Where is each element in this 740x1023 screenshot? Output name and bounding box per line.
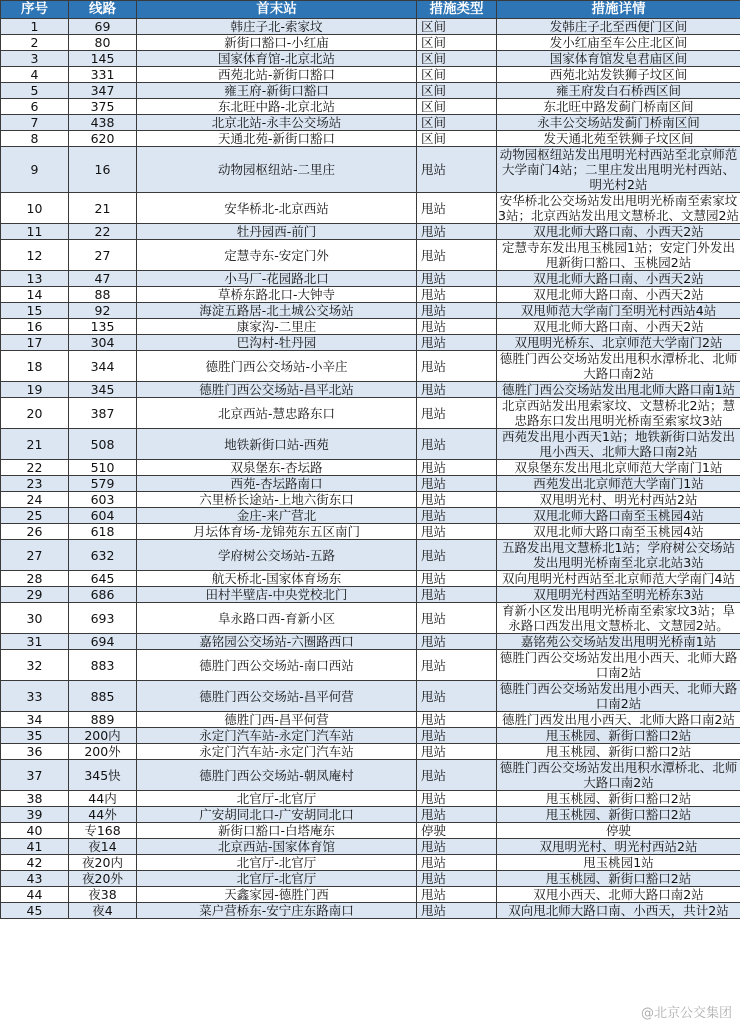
header-no: 序号 xyxy=(1,1,69,19)
table-row xyxy=(1,51,740,67)
cell-stops: 西苑-杏坛路南口 xyxy=(137,476,417,492)
table-header-row xyxy=(1,1,740,19)
cell-type: 甩站 xyxy=(417,807,497,823)
cell-route: 22 xyxy=(69,224,137,240)
cell-route: 883 xyxy=(69,650,137,681)
cell-route: 603 xyxy=(69,492,137,508)
cell-stops: 德胜门西公交场站-昌平何营 xyxy=(137,681,417,712)
cell-stops: 永定门汽车站-永定门汽车站 xyxy=(137,728,417,744)
cell-type: 停驶 xyxy=(417,823,497,839)
cell-route: 304 xyxy=(69,335,137,351)
cell-detail: 嘉铭苑公交场站发出甩明光桥南1站 xyxy=(497,634,740,650)
cell-type: 甩站 xyxy=(417,887,497,903)
cell-detail: 育新小区发出甩明光桥南至索家坟3站；阜永路口西发出甩文慧桥北、文慧园2站。 xyxy=(497,603,740,634)
cell-route: 345 xyxy=(69,382,137,398)
cell-type: 甩站 xyxy=(417,571,497,587)
cell-no: 35 xyxy=(1,728,69,744)
cell-detail: 停驶 xyxy=(497,823,740,839)
table-row xyxy=(1,728,740,744)
cell-no: 27 xyxy=(1,540,69,571)
table-row xyxy=(1,287,740,303)
cell-type: 甩站 xyxy=(417,712,497,728)
cell-route: 694 xyxy=(69,634,137,650)
cell-route: 135 xyxy=(69,319,137,335)
cell-no: 20 xyxy=(1,398,69,429)
cell-stops: 新街口豁口-白塔庵东 xyxy=(137,823,417,839)
cell-no: 18 xyxy=(1,351,69,382)
table-row xyxy=(1,650,740,681)
cell-stops: 广安胡同北口-广安胡同北口 xyxy=(137,807,417,823)
table-row xyxy=(1,335,740,351)
cell-type: 甩站 xyxy=(417,240,497,271)
table-row xyxy=(1,540,740,571)
cell-stops: 双泉堡东-杏坛路 xyxy=(137,460,417,476)
cell-no: 42 xyxy=(1,855,69,871)
cell-detail: 五路发出甩文慧桥北1站；学府树公交场站发出甩明光桥南至北京北站3站 xyxy=(497,540,740,571)
cell-no: 15 xyxy=(1,303,69,319)
cell-type: 甩站 xyxy=(417,524,497,540)
cell-type: 甩站 xyxy=(417,287,497,303)
cell-route: 604 xyxy=(69,508,137,524)
cell-detail: 双向甩北师大路口南、小西天，共计2站 xyxy=(497,903,740,919)
cell-detail: 甩玉桃园、新街口豁口2站 xyxy=(497,744,740,760)
cell-stops: 韩庄子北-索家坟 xyxy=(137,19,417,35)
cell-route: 345快 xyxy=(69,760,137,791)
cell-type: 甩站 xyxy=(417,335,497,351)
cell-detail: 北京西站发出甩索家坟、文慧桥北2站；慧忠路东口发出甩明光桥南至索家坟3站 xyxy=(497,398,740,429)
cell-detail: 甩玉桃园、新街口豁口2站 xyxy=(497,728,740,744)
cell-no: 2 xyxy=(1,35,69,51)
cell-detail: 双甩明光村西站至明光桥东3站 xyxy=(497,587,740,603)
header-type: 措施类型 xyxy=(417,1,497,19)
cell-route: 专168 xyxy=(69,823,137,839)
cell-type: 甩站 xyxy=(417,650,497,681)
cell-type: 甩站 xyxy=(417,303,497,319)
cell-stops: 北官厅-北官厅 xyxy=(137,871,417,887)
cell-route: 885 xyxy=(69,681,137,712)
cell-stops: 永定门汽车站-永定门汽车站 xyxy=(137,744,417,760)
cell-no: 3 xyxy=(1,51,69,67)
cell-route: 44外 xyxy=(69,807,137,823)
cell-no: 10 xyxy=(1,193,69,224)
cell-route: 夜20内 xyxy=(69,855,137,871)
cell-stops: 地铁新街口站-西苑 xyxy=(137,429,417,460)
cell-no: 19 xyxy=(1,382,69,398)
cell-detail: 双甩明光村、明光村西站2站 xyxy=(497,839,740,855)
cell-route: 347 xyxy=(69,83,137,99)
cell-detail: 定慧寺东发出甩玉桃园1站；安定门外发出甩新街口豁口、玉桃园2站 xyxy=(497,240,740,271)
cell-no: 34 xyxy=(1,712,69,728)
cell-route: 夜14 xyxy=(69,839,137,855)
cell-route: 16 xyxy=(69,147,137,193)
cell-stops: 菜户营桥东-安宁庄东路南口 xyxy=(137,903,417,919)
cell-type: 区间 xyxy=(417,83,497,99)
cell-stops: 牡丹园西-前门 xyxy=(137,224,417,240)
cell-stops: 新街口豁口-小红庙 xyxy=(137,35,417,51)
cell-detail: 西苑北站发铁狮子坟区间 xyxy=(497,67,740,83)
table-row xyxy=(1,903,740,919)
cell-stops: 北官厅-北官厅 xyxy=(137,791,417,807)
table-row xyxy=(1,760,740,791)
cell-stops: 德胜门西公交场站-朝凤庵村 xyxy=(137,760,417,791)
table-row xyxy=(1,240,740,271)
cell-type: 区间 xyxy=(417,131,497,147)
cell-route: 620 xyxy=(69,131,137,147)
table-row xyxy=(1,571,740,587)
table-row xyxy=(1,35,740,51)
cell-type: 甩站 xyxy=(417,147,497,193)
cell-stops: 小马厂-花园路北口 xyxy=(137,271,417,287)
cell-type: 甩站 xyxy=(417,744,497,760)
cell-type: 区间 xyxy=(417,99,497,115)
cell-no: 45 xyxy=(1,903,69,919)
cell-stops: 北京西站-慧忠路东口 xyxy=(137,398,417,429)
cell-detail: 安华桥北公交场站发出甩明光桥南至索家坟3站；北京西站发出甩文慧桥北、文慧园2站 xyxy=(498,193,739,223)
cell-detail: 甩玉桃园、新街口豁口2站 xyxy=(497,791,740,807)
table-row xyxy=(1,303,740,319)
cell-route: 145 xyxy=(69,51,137,67)
table-row xyxy=(1,492,740,508)
cell-type: 区间 xyxy=(417,115,497,131)
cell-route: 47 xyxy=(69,271,137,287)
cell-stops: 安华桥北-北京西站 xyxy=(137,193,417,224)
cell-type: 甩站 xyxy=(417,492,497,508)
cell-type: 甩站 xyxy=(417,791,497,807)
cell-no: 29 xyxy=(1,587,69,603)
cell-stops: 康家沟-二里庄 xyxy=(137,319,417,335)
cell-type: 甩站 xyxy=(417,871,497,887)
cell-detail: 双甩明光桥东、北京师范大学南门2站 xyxy=(497,335,740,351)
table-row xyxy=(1,429,740,460)
cell-no: 9 xyxy=(1,147,69,193)
cell-type: 甩站 xyxy=(417,728,497,744)
cell-type: 甩站 xyxy=(417,634,497,650)
table-row xyxy=(1,744,740,760)
header-detail: 措施详情 xyxy=(497,1,740,19)
cell-stops: 德胜门西公交场站-昌平北站 xyxy=(137,382,417,398)
cell-detail: 发小红庙至车公庄北区间 xyxy=(497,35,740,51)
cell-route: 69 xyxy=(69,19,137,35)
cell-detail: 西苑发出甩小西天1站；地铁新街口站发出甩小西天、北师大路口南2站 xyxy=(497,429,740,460)
cell-no: 21 xyxy=(1,429,69,460)
cell-type: 区间 xyxy=(417,67,497,83)
cell-detail: 国家体育馆发皂君庙区间 xyxy=(497,51,740,67)
table-row xyxy=(1,791,740,807)
cell-detail: 双甩北师大路口南至玉桃园4站 xyxy=(497,508,740,524)
cell-stops: 天鑫家园-德胜门西 xyxy=(137,887,417,903)
table-row xyxy=(1,823,740,839)
cell-stops: 阜永路口西-育新小区 xyxy=(137,603,417,634)
cell-route: 21 xyxy=(69,193,137,224)
table-row xyxy=(1,887,740,903)
cell-detail: 东北旺中路发蓟门桥南区间 xyxy=(497,99,740,115)
cell-type: 甩站 xyxy=(417,903,497,919)
cell-type: 甩站 xyxy=(417,429,497,460)
cell-route: 27 xyxy=(69,240,137,271)
cell-type: 甩站 xyxy=(417,540,497,571)
cell-no: 17 xyxy=(1,335,69,351)
cell-stops: 德胜门西-昌平何营 xyxy=(137,712,417,728)
cell-detail: 德胜门西公交场站发出甩小西天、北师大路口南2站 xyxy=(497,681,740,712)
cell-detail: 德胜门西公交场站发出甩小西天、北师大路口南2站 xyxy=(497,650,740,681)
cell-no: 41 xyxy=(1,839,69,855)
cell-detail: 双甩北师大路口南、小西天2站 xyxy=(497,319,740,335)
table-row xyxy=(1,147,740,193)
table-body xyxy=(1,19,740,919)
cell-detail: 德胜门西公交场站发出甩积水潭桥北、北师大路口南2站 xyxy=(497,760,740,791)
cell-no: 8 xyxy=(1,131,69,147)
cell-no: 30 xyxy=(1,603,69,634)
cell-route: 387 xyxy=(69,398,137,429)
cell-no: 1 xyxy=(1,19,69,35)
cell-detail: 双甩北师大路口南、小西天2站 xyxy=(497,224,740,240)
table-row xyxy=(1,855,740,871)
cell-no: 16 xyxy=(1,319,69,335)
table-row xyxy=(1,19,740,35)
cell-type: 甩站 xyxy=(417,855,497,871)
table-row xyxy=(1,807,740,823)
cell-stops: 嘉铭园公交场站-六圈路西口 xyxy=(137,634,417,650)
cell-type: 区间 xyxy=(417,35,497,51)
cell-stops: 天通北苑-新街口豁口 xyxy=(137,131,417,147)
table-row xyxy=(1,524,740,540)
table-row xyxy=(1,587,740,603)
table-row xyxy=(1,99,740,115)
cell-route: 331 xyxy=(69,67,137,83)
cell-detail: 甩玉桃园、新街口豁口2站 xyxy=(497,871,740,887)
cell-detail: 双甩小西天、北师大路口南2站 xyxy=(497,887,740,903)
cell-type: 区间 xyxy=(417,19,497,35)
cell-type: 甩站 xyxy=(417,508,497,524)
table-row xyxy=(1,83,740,99)
header-route: 线路 xyxy=(69,1,137,19)
cell-stops: 德胜门西公交场站-小辛庄 xyxy=(137,351,417,382)
cell-route: 618 xyxy=(69,524,137,540)
table-row xyxy=(1,382,740,398)
table-row xyxy=(1,271,740,287)
cell-no: 33 xyxy=(1,681,69,712)
cell-stops: 田村半壁店-中央党校北门 xyxy=(137,587,417,603)
cell-route: 693 xyxy=(69,603,137,634)
table-row xyxy=(1,351,740,382)
cell-detail: 双甩北师大路口南至玉桃园4站 xyxy=(497,524,740,540)
cell-route: 200外 xyxy=(69,744,137,760)
cell-type: 甩站 xyxy=(417,319,497,335)
cell-stops: 动物园枢纽站-二里庄 xyxy=(137,147,417,193)
cell-no: 7 xyxy=(1,115,69,131)
cell-stops: 航天桥北-国家体育场东 xyxy=(137,571,417,587)
cell-type: 甩站 xyxy=(417,382,497,398)
cell-type: 甩站 xyxy=(417,476,497,492)
cell-stops: 六里桥长途站-上地六街东口 xyxy=(137,492,417,508)
cell-stops: 西苑北站-新街口豁口 xyxy=(137,67,417,83)
cell-type: 甩站 xyxy=(417,460,497,476)
cell-stops: 雍王府-新街口豁口 xyxy=(137,83,417,99)
table-row xyxy=(1,398,740,429)
cell-no: 23 xyxy=(1,476,69,492)
cell-no: 4 xyxy=(1,67,69,83)
cell-stops: 学府树公交场站-五路 xyxy=(137,540,417,571)
cell-detail: 双甩北师大路口南、小西天2站 xyxy=(497,271,740,287)
cell-route: 88 xyxy=(69,287,137,303)
cell-no: 31 xyxy=(1,634,69,650)
cell-type: 甩站 xyxy=(417,839,497,855)
cell-detail: 德胜门西发出甩小西天、北师大路口南2站 xyxy=(497,712,740,728)
cell-route: 645 xyxy=(69,571,137,587)
cell-type: 甩站 xyxy=(417,398,497,429)
cell-no: 5 xyxy=(1,83,69,99)
table-row xyxy=(1,681,740,712)
cell-detail: 雍王府发白石桥西区间 xyxy=(497,83,740,99)
cell-route: 夜38 xyxy=(69,887,137,903)
cell-detail: 德胜门西公交场站发出甩积水潭桥北、北师大路口南2站 xyxy=(497,351,740,382)
table-row xyxy=(1,131,740,147)
cell-detail: 西苑发出北京师范大学南门1站 xyxy=(497,476,740,492)
cell-detail: 德胜门西公交场站发出甩北师大路口南1站 xyxy=(497,382,740,398)
cell-stops: 定慧寺东-安定门外 xyxy=(137,240,417,271)
cell-detail: 甩玉桃园1站 xyxy=(497,855,740,871)
cell-route: 686 xyxy=(69,587,137,603)
cell-route: 632 xyxy=(69,540,137,571)
cell-no: 38 xyxy=(1,791,69,807)
header-stops: 首末站 xyxy=(137,1,417,19)
cell-detail: 双甩师范大学南门至明光村西站4站 xyxy=(497,303,740,319)
cell-stops: 金庄-来广营北 xyxy=(137,508,417,524)
cell-route: 80 xyxy=(69,35,137,51)
cell-no: 11 xyxy=(1,224,69,240)
cell-route: 344 xyxy=(69,351,137,382)
table-row xyxy=(1,460,740,476)
table-row xyxy=(1,193,740,224)
cell-no: 36 xyxy=(1,744,69,760)
cell-route: 438 xyxy=(69,115,137,131)
cell-no: 39 xyxy=(1,807,69,823)
table-row xyxy=(1,871,740,887)
cell-no: 12 xyxy=(1,240,69,271)
cell-route: 44内 xyxy=(69,791,137,807)
cell-type: 甩站 xyxy=(417,603,497,634)
cell-route: 579 xyxy=(69,476,137,492)
cell-stops: 海淀五路居-北土城公交场站 xyxy=(137,303,417,319)
table-row xyxy=(1,476,740,492)
cell-no: 43 xyxy=(1,871,69,887)
table-row xyxy=(1,508,740,524)
cell-detail: 发天通北苑至铁狮子坟区间 xyxy=(497,131,740,147)
cell-route: 夜20外 xyxy=(69,871,137,887)
table-row xyxy=(1,67,740,83)
cell-route: 375 xyxy=(69,99,137,115)
table-row xyxy=(1,603,740,634)
cell-type: 甩站 xyxy=(417,351,497,382)
cell-detail: 甩玉桃园、新街口豁口2站 xyxy=(497,807,740,823)
table-row xyxy=(1,839,740,855)
cell-type: 甩站 xyxy=(417,224,497,240)
cell-no: 44 xyxy=(1,887,69,903)
cell-stops: 月坛体育场-龙锦苑东五区南门 xyxy=(137,524,417,540)
cell-route: 夜4 xyxy=(69,903,137,919)
cell-route: 508 xyxy=(69,429,137,460)
cell-type: 甩站 xyxy=(417,271,497,287)
cell-no: 14 xyxy=(1,287,69,303)
cell-type: 区间 xyxy=(417,51,497,67)
cell-detail: 双甩明光村、明光村西站2站 xyxy=(497,492,740,508)
table-row xyxy=(1,712,740,728)
cell-stops: 东北旺中路-北京北站 xyxy=(137,99,417,115)
cell-stops: 北官厅-北官厅 xyxy=(137,855,417,871)
cell-no: 28 xyxy=(1,571,69,587)
cell-stops: 国家体育馆-北京北站 xyxy=(137,51,417,67)
cell-type: 甩站 xyxy=(417,760,497,791)
cell-no: 13 xyxy=(1,271,69,287)
cell-no: 22 xyxy=(1,460,69,476)
cell-stops: 巴沟村-牡丹园 xyxy=(137,335,417,351)
cell-type: 甩站 xyxy=(417,193,497,224)
cell-stops: 草桥东路北口-大钟寺 xyxy=(137,287,417,303)
cell-no: 32 xyxy=(1,650,69,681)
cell-stops: 北京北站-永丰公交场站 xyxy=(137,115,417,131)
cell-no: 40 xyxy=(1,823,69,839)
cell-route: 510 xyxy=(69,460,137,476)
cell-no: 37 xyxy=(1,760,69,791)
cell-detail: 双向甩明光村西站至北京师范大学南门4站 xyxy=(497,571,740,587)
table-row xyxy=(1,634,740,650)
table-row xyxy=(1,319,740,335)
cell-no: 26 xyxy=(1,524,69,540)
cell-detail: 双甩北师大路口南、小西天2站 xyxy=(497,287,740,303)
cell-stops: 北京西站-国家体育馆 xyxy=(137,839,417,855)
cell-no: 24 xyxy=(1,492,69,508)
cell-type: 甩站 xyxy=(417,681,497,712)
cell-detail: 发韩庄子北至西便门区间 xyxy=(497,19,740,35)
cell-route: 889 xyxy=(69,712,137,728)
table-row xyxy=(1,224,740,240)
cell-no: 6 xyxy=(1,99,69,115)
watermark: @北京公交集团 xyxy=(640,1006,732,1021)
cell-detail: 动物园枢纽站发出甩明光村西站至北京师范大学南门4站；二里庄发出甩明光村西站、明光村2站 xyxy=(497,147,740,193)
cell-no: 25 xyxy=(1,508,69,524)
cell-detail: 双泉堡东发出甩北京师范大学南门1站 xyxy=(497,460,740,476)
cell-type: 甩站 xyxy=(417,587,497,603)
table-row xyxy=(1,115,740,131)
cell-stops: 德胜门西公交场站-南口西站 xyxy=(137,650,417,681)
cell-route: 200内 xyxy=(69,728,137,744)
cell-route: 92 xyxy=(69,303,137,319)
cell-detail: 永丰公交场站发蓟门桥南区间 xyxy=(497,115,740,131)
